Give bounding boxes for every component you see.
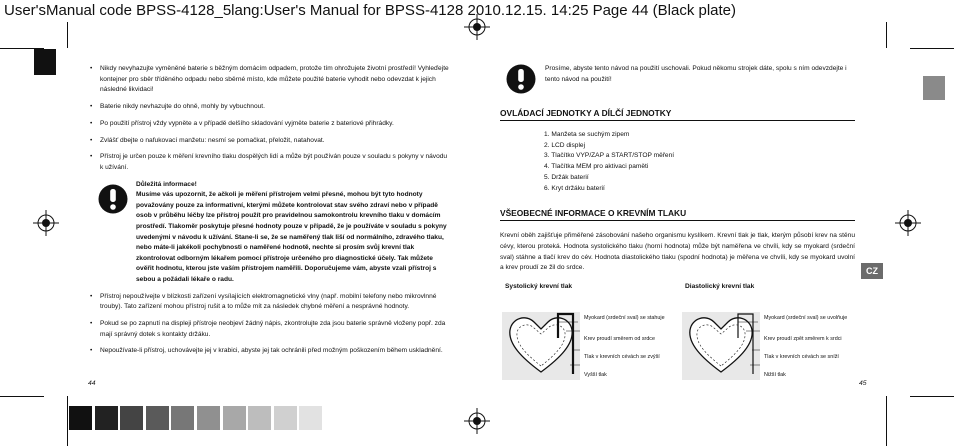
list-item: 2. LCD displej bbox=[544, 141, 586, 149]
color-swatch bbox=[95, 406, 118, 430]
label: Tlak v krevních cévách se zvýší bbox=[584, 354, 660, 360]
list-item: 3. Tlačítko VYP/ZAP a START/STOP měření bbox=[544, 152, 675, 160]
gray-page-tab bbox=[923, 76, 945, 100]
list-item: • Nikdy nevyhazujte vyměněné baterie s běžným domácím odpadem, protože tím ohrožujete životní prostředí! Vyhleďejte kontejner pro sběr tříděného odpadu nebo sběrné místo, kde můžete použité baterie vyhodit nebo odevzdat k jejich následné likvidaci! bbox=[90, 64, 452, 96]
registration-mark-icon bbox=[33, 210, 59, 236]
crop-mark bbox=[67, 396, 68, 446]
list-item: 6. Kryt držáku baterií bbox=[544, 184, 605, 192]
page-number-right: 45 bbox=[859, 380, 867, 387]
list-item: 4. Tlačítka MEM pro aktivaci paměti bbox=[544, 163, 649, 171]
note-text: Prosíme, abyste tento návod na použití uschovali. Pokud někomu strojek dáte, spolu s ním odevzdejte i tento návod na použití! bbox=[545, 65, 847, 83]
exclamation-icon bbox=[98, 184, 128, 214]
crop-mark bbox=[67, 22, 68, 48]
section-title-general: VŠEOBECNÉ INFORMACE O KREVNÍM TLAKU bbox=[500, 208, 855, 221]
systolic-diagram bbox=[500, 282, 675, 380]
blood-pressure-diagrams bbox=[500, 282, 855, 380]
important-text: Musíme vás upozornit, že ačkoli je měření přístrojem velmi přesné, mohou být tyto hodnoty považovány pouze za informativní, kterými můžete kontrolovat stav svého zdraví nebo v případě osob v průběhu léčby lze přístroj použít pro pravidelnou samokontrolu krevního tlaku v domácím prostředí. Tlakoměr poskytuje přesné hodnoty pouze v případě, že je používáte v souladu s pokyny uvedenými v návodu k užívání. Stane-li se, že se naměřený tlak liší od normálního, zdravého tlaku, nebo máte-li jakékoli pochybnosti o naměřené hodnotě, nechte si prosím svůj krevní tlak zkontrolovat odborným lékařem pomocí přístroje určeného pro diagnostické účely. Tak můžete ověřit hodnotu, kterou jste vaším přístrojem naměřili. Doporučujeme vám, abyste vzali přístroj s sebou a požádali lékaře o radu. bbox=[136, 191, 447, 283]
label: Myokard (srdeční sval) se stahuje bbox=[584, 315, 665, 321]
color-swatch bbox=[171, 406, 194, 430]
general-paragraph: Krevní oběh zajišťuje přiměřené zásobování našeho organismu kyslíkem. Krevní tlak je tlak, kterým působí krev na stěnu cévy, kterou proteká. Hodnota systolického tlaku (horní hodnota) může být naměřena ve chvíli, kdy se myokard (srdeční sval) stáhne a tlačí krev do cév. Hodnota diastolického tlaku (spodní hodnota) je měřena ve chvíli, kdy se myokard uvolní a krev proudí ze žil do srdce. bbox=[500, 232, 855, 272]
page-number-left: 44 bbox=[88, 380, 96, 387]
list-item: • Zvlášť dbejte o nafukovací manžetu: nesmí se pomačkat, přeložit, natahovat. bbox=[90, 136, 452, 147]
registration-mark-icon bbox=[464, 408, 490, 434]
list-item: • Pokud se po zapnutí na displeji přístroje neobjeví žádný nápis, zkontrolujte zda jsou baterie správně vloženy popř. zda mají správný dotek s kontakty držáku. bbox=[90, 319, 452, 340]
color-swatch bbox=[120, 406, 143, 430]
print-header: User'sManual code BPSS-4128_5lang:User's Manual for BPSS-4128 2010.12.15. 14:25 Page 44 (Black plate) bbox=[4, 2, 737, 19]
list-item: • Přístroj je určen pouze k měření krevního tlaku dospělých lidí a může být používán pouze v souladu s pokyny v návodu k užívání. bbox=[90, 152, 452, 173]
important-note bbox=[90, 180, 452, 286]
keep-manual-note bbox=[500, 64, 855, 102]
crop-mark bbox=[886, 22, 887, 48]
left-column bbox=[90, 64, 452, 363]
systolic-title: Systolický krevní tlak bbox=[505, 283, 573, 290]
exclamation-icon bbox=[506, 64, 536, 94]
label: Nižší tlak bbox=[764, 372, 786, 378]
crop-mark bbox=[910, 48, 954, 49]
diastolic-diagram bbox=[680, 282, 855, 380]
list-item: • Baterie nikdy nevhazujte do ohně, mohly by vybuchnout. bbox=[90, 102, 452, 113]
color-swatch bbox=[146, 406, 169, 430]
label: Krev proudí směrem od srdce bbox=[584, 336, 656, 342]
label: Krev proudí zpět směrem k srdci bbox=[764, 336, 842, 342]
black-page-tab bbox=[34, 49, 56, 75]
list-item: • Po použití přístroj vždy vypněte a v případě delšího skladování vyjměte baterie z bateriové přihrádky. bbox=[90, 119, 452, 130]
label: Tlak v krevních cévách se sníží bbox=[764, 354, 839, 360]
registration-mark-icon bbox=[464, 14, 490, 40]
label: Myokard (srdeční sval) se uvolňuje bbox=[764, 315, 848, 321]
color-swatch bbox=[299, 406, 322, 430]
label: Vyšší tlak bbox=[584, 372, 607, 378]
list-item: • Nepoužívate-li přístroj, uchovávejte jej v krabici, abyste jej tak ochránili před možným poškozením během uskladnění. bbox=[90, 346, 452, 357]
crop-mark bbox=[910, 396, 954, 397]
color-swatch bbox=[69, 406, 92, 430]
color-swatch bbox=[197, 406, 220, 430]
list-item: 1. Manžeta se suchým zipem bbox=[544, 130, 630, 138]
right-column bbox=[500, 64, 855, 380]
color-swatch bbox=[223, 406, 246, 430]
color-swatch bbox=[274, 406, 297, 430]
color-swatch bbox=[248, 406, 271, 430]
color-bar bbox=[69, 406, 325, 430]
diastolic-title: Diastolický krevní tlak bbox=[685, 283, 755, 290]
list-item: • Přístroj nepoužívejte v blízkosti zařízení vysílajících elektromagnetické vlny (např. mobilní telefony nebo mikrovlnné trouby). Tato zařízení mohou přístroj rušit a to může mít za následek chybné měření a nesprávné hodnoty. bbox=[90, 292, 452, 313]
section-title-controls: OVLÁDACÍ JEDNOTKY A DÍLČÍ JEDNOTKY bbox=[500, 108, 855, 121]
language-tab: CZ bbox=[861, 263, 883, 279]
list-item: 5. Držák baterií bbox=[544, 173, 589, 181]
important-title: Důležitá informace! bbox=[136, 180, 197, 188]
parts-list bbox=[544, 130, 855, 195]
crop-mark bbox=[886, 396, 887, 446]
registration-mark-icon bbox=[895, 210, 921, 236]
crop-mark bbox=[0, 396, 44, 397]
